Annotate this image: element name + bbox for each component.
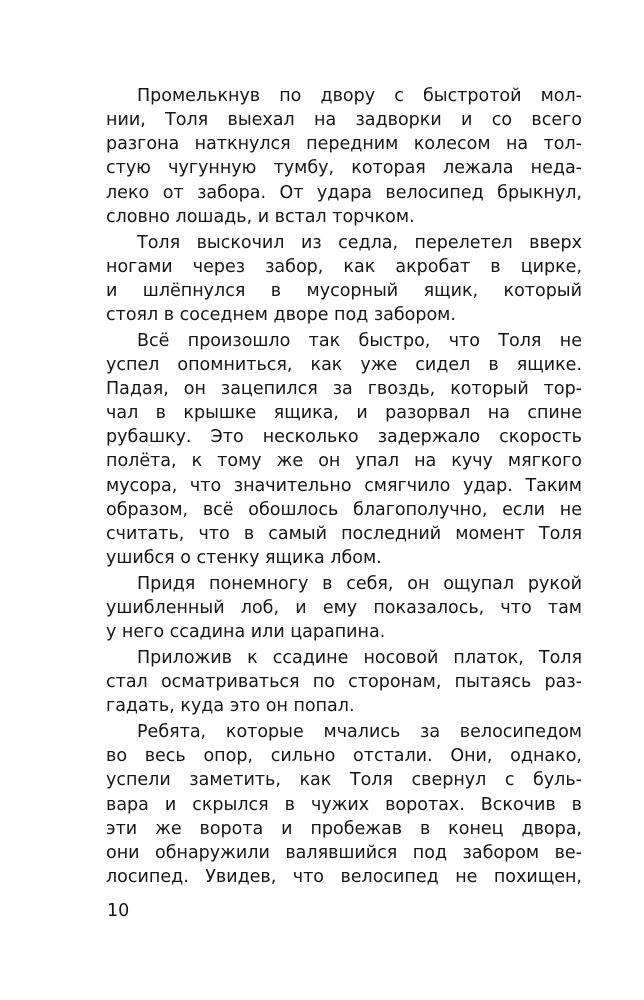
paragraph <box>106 231 582 328</box>
text-line: ногами через забор, как акробат в цирке, <box>106 256 582 277</box>
body-text <box>106 84 582 891</box>
text-line: и шлёпнулся в мусорный ящик, который <box>106 280 582 301</box>
text-line: чал в крышке ящика, и разорвал на спине <box>106 403 582 424</box>
text-line: образом, всё обошлось благополучно, если не <box>106 499 582 520</box>
text-line: Придя понемногу в себя, он ощупал рукой <box>137 573 582 594</box>
text-line: рубашку. Это несколько задержало скорость <box>106 427 582 448</box>
paragraph <box>106 329 582 570</box>
text-line: Промелькнув по двору с быстротой мол- <box>137 86 582 106</box>
text-line: у него ссадина или царапина. <box>106 622 386 643</box>
text-line: ушибся о стенку ящика лбом. <box>106 548 382 569</box>
text-line: разгона наткнулся передним колесом на тол- <box>106 134 582 155</box>
text-line: они обнаружили валявшийся под забором ве- <box>106 842 582 863</box>
text-line: стал осматриваться по сторонам, пытаясь раз- <box>106 672 582 693</box>
text-line: гадать, куда это он попал. <box>106 696 355 717</box>
text-line: словно лошадь, и встал торчком. <box>106 206 415 227</box>
text-line: леко от забора. От удара велосипед брыкнул, <box>106 182 582 203</box>
page-number: 10 <box>107 901 130 921</box>
text-line: вара и скрылся в чужих воротах. Вскочив в <box>106 794 582 815</box>
text-line: успел опомниться, как уже сидел в ящике. <box>106 354 582 375</box>
text-line: мусора, что значительно смягчило удар. Таким <box>106 475 582 496</box>
text-line: полёта, к тому же он упал на кучу мягкого <box>106 451 582 472</box>
text-line: во весь опор, сильно отстали. Они, однако, <box>106 746 582 767</box>
text-line: Падая, он зацепился за гвоздь, который тор- <box>106 379 582 400</box>
text-line: Всё произошло так быстро, что Толя не <box>137 330 582 351</box>
paragraph <box>106 572 582 644</box>
text-line: считать, что в самый последний момент Толя <box>106 523 582 544</box>
paragraph <box>106 646 582 718</box>
text-line: Приложив к ссадине носовой платок, Толя <box>137 647 582 668</box>
text-line: стоял в соседнем дворе под забором. <box>106 304 456 325</box>
text-line: Толя выскочил из седла, перелетел вверх <box>137 232 582 253</box>
text-line: эти же ворота и пробежав в конец двора, <box>106 818 582 839</box>
text-line: нии, Толя выехал на задворки и со всего <box>106 110 582 131</box>
text-line: стую чугунную тумбу, которая лежала неда- <box>106 158 582 179</box>
text-line: ушибленный лоб, и ему показалось, что там <box>106 598 582 619</box>
paragraph <box>106 720 582 889</box>
text-line: Ребята, которые мчались за велосипедом <box>137 722 582 743</box>
text-line: успели заметить, как Толя свернул с буль- <box>106 770 582 791</box>
text-line: лосипед. Увидев, что велосипед не похищен, <box>106 866 582 887</box>
paragraph <box>106 84 582 229</box>
